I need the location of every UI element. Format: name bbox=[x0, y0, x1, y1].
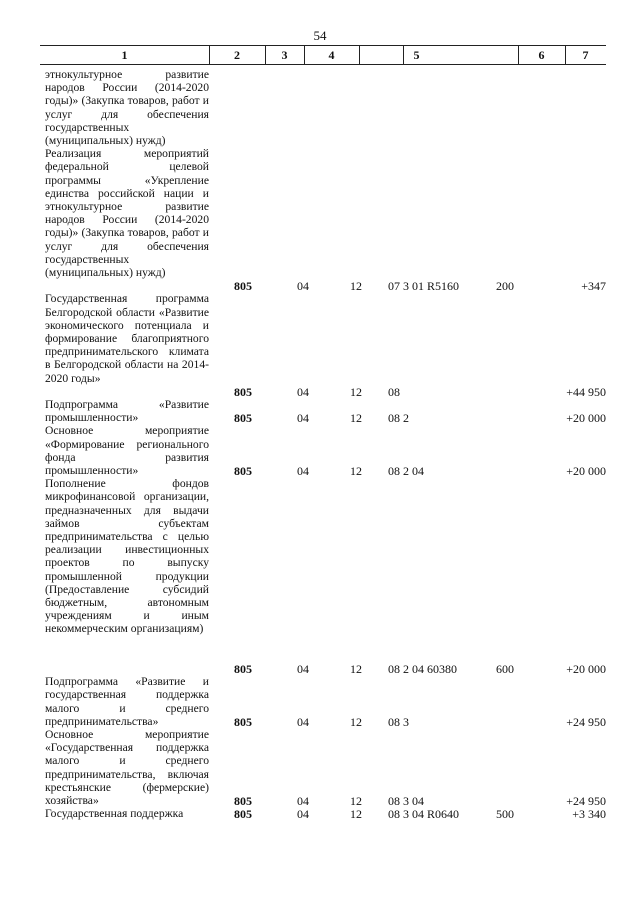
table-row bbox=[0, 675, 640, 728]
cell-c2: 805 bbox=[234, 463, 252, 478]
column-header-4: 4 bbox=[328, 48, 335, 62]
row-description: Реализация мероприятий федеральной целевой программы «Укрепление единства российской нации и этнокультурное развитие народов России (2014-2020 годы)» (Закупка товаров, работ и услуг для обеспечения государственных (муниципальных) нужд) bbox=[45, 147, 209, 280]
column-header-7: 7 bbox=[582, 48, 589, 62]
cell-c4: 12 bbox=[350, 463, 362, 478]
cell-c4: 12 bbox=[350, 793, 362, 808]
table-row bbox=[0, 477, 640, 675]
row-description: Государственная программа Белгородской области «Развитие экономического потенциала и формирование благоприятного предпринимательского климата в Белгородской области на 2014-2020 годы» bbox=[45, 292, 209, 385]
cell-c4: 12 bbox=[350, 279, 362, 294]
cell-c4: 12 bbox=[350, 384, 362, 399]
cell-c5: 08 3 04 R0640 bbox=[388, 807, 460, 822]
cell-c6: 500 bbox=[496, 807, 514, 822]
cell-c2: 805 bbox=[234, 279, 252, 294]
cell-c4: 12 bbox=[350, 661, 362, 676]
cell-c3: 04 bbox=[297, 661, 309, 676]
row-description: Подпрограмма «Развитие и государственная поддержка малого и среднего предпринимательства» bbox=[45, 675, 209, 728]
row-description: Основное мероприятие «Государственная поддержка малого и среднего предпринимательства, включая крестьянские (фермерские) хозяйства» bbox=[45, 727, 209, 807]
row-description: Основное мероприятие «Формирование регионального фонда развития промышленности» bbox=[45, 424, 209, 477]
table-row bbox=[0, 147, 640, 292]
cell-c6: 200 bbox=[496, 279, 514, 294]
column-header-2: 2 bbox=[234, 48, 240, 62]
cell-c2: 805 bbox=[234, 807, 252, 822]
cell-c7: +347 bbox=[581, 279, 606, 294]
cell-c5: 08 3 04 bbox=[388, 793, 424, 808]
cell-c3: 04 bbox=[297, 279, 309, 294]
cell-c3: 04 bbox=[297, 807, 309, 822]
table-header bbox=[40, 45, 606, 65]
table-row bbox=[0, 398, 640, 424]
cell-c3: 04 bbox=[297, 714, 309, 729]
row-description: Государственная поддержка bbox=[45, 807, 184, 821]
cell-c7: +20 000 bbox=[566, 411, 606, 426]
cell-c5: 07 3 01 R5160 bbox=[388, 279, 460, 294]
cell-c5: 08 2 04 bbox=[388, 463, 424, 478]
table-body bbox=[0, 68, 640, 820]
table-row bbox=[0, 728, 640, 807]
column-header-6: 6 bbox=[538, 48, 545, 62]
cell-c2: 805 bbox=[234, 411, 252, 426]
cell-c7: +20 000 bbox=[566, 661, 606, 676]
column-header-3: 3 bbox=[281, 48, 288, 62]
column-header-5: 5 bbox=[413, 48, 420, 62]
table-row bbox=[0, 68, 640, 147]
cell-c5: 08 2 04 60380 bbox=[388, 661, 457, 676]
cell-c5: 08 2 bbox=[388, 411, 409, 426]
cell-c2: 805 bbox=[234, 714, 252, 729]
cell-c4: 12 bbox=[350, 411, 362, 426]
cell-c7: +20 000 bbox=[566, 463, 606, 478]
page-number: 54 bbox=[313, 28, 327, 43]
column-header-1: 1 bbox=[121, 48, 128, 62]
cell-c2: 805 bbox=[234, 384, 252, 399]
row-description: Пополнение фондов микрофинансовой организации, предназначенных для выдачи займов субъектам предпринимательства с целью реализации инвестиционных проектов по выпуску промышленной продукции (Предоставление субсидий бюджетным, автономным учреждениям и иным некоммерческим организациям) bbox=[45, 477, 209, 636]
table-row bbox=[0, 424, 640, 477]
row-description: Подпрограмма «Развитие промышленности» bbox=[45, 397, 209, 425]
cell-c7: +24 950 bbox=[566, 793, 606, 808]
cell-c3: 04 bbox=[297, 463, 309, 478]
cell-c5: 08 3 bbox=[388, 714, 409, 729]
cell-c6: 600 bbox=[496, 661, 514, 676]
table-row bbox=[0, 807, 640, 820]
cell-c2: 805 bbox=[234, 661, 252, 676]
cell-c3: 04 bbox=[297, 384, 309, 399]
cell-c5: 08 bbox=[388, 384, 400, 399]
cell-c7: +24 950 bbox=[566, 714, 606, 729]
cell-c2: 805 bbox=[234, 793, 252, 808]
cell-c7: +44 950 bbox=[566, 384, 606, 399]
cell-c7: +3 340 bbox=[572, 807, 606, 822]
table-row bbox=[0, 292, 640, 398]
cell-c3: 04 bbox=[297, 793, 309, 808]
cell-c3: 04 bbox=[297, 411, 309, 426]
cell-c4: 12 bbox=[350, 714, 362, 729]
cell-c4: 12 bbox=[350, 807, 362, 822]
row-description: этнокультурное развитие народов России (2014-2020 годы)» (Закупка товаров, работ и услуг для обеспечения государственных (муниципальных) нужд) bbox=[45, 68, 209, 148]
